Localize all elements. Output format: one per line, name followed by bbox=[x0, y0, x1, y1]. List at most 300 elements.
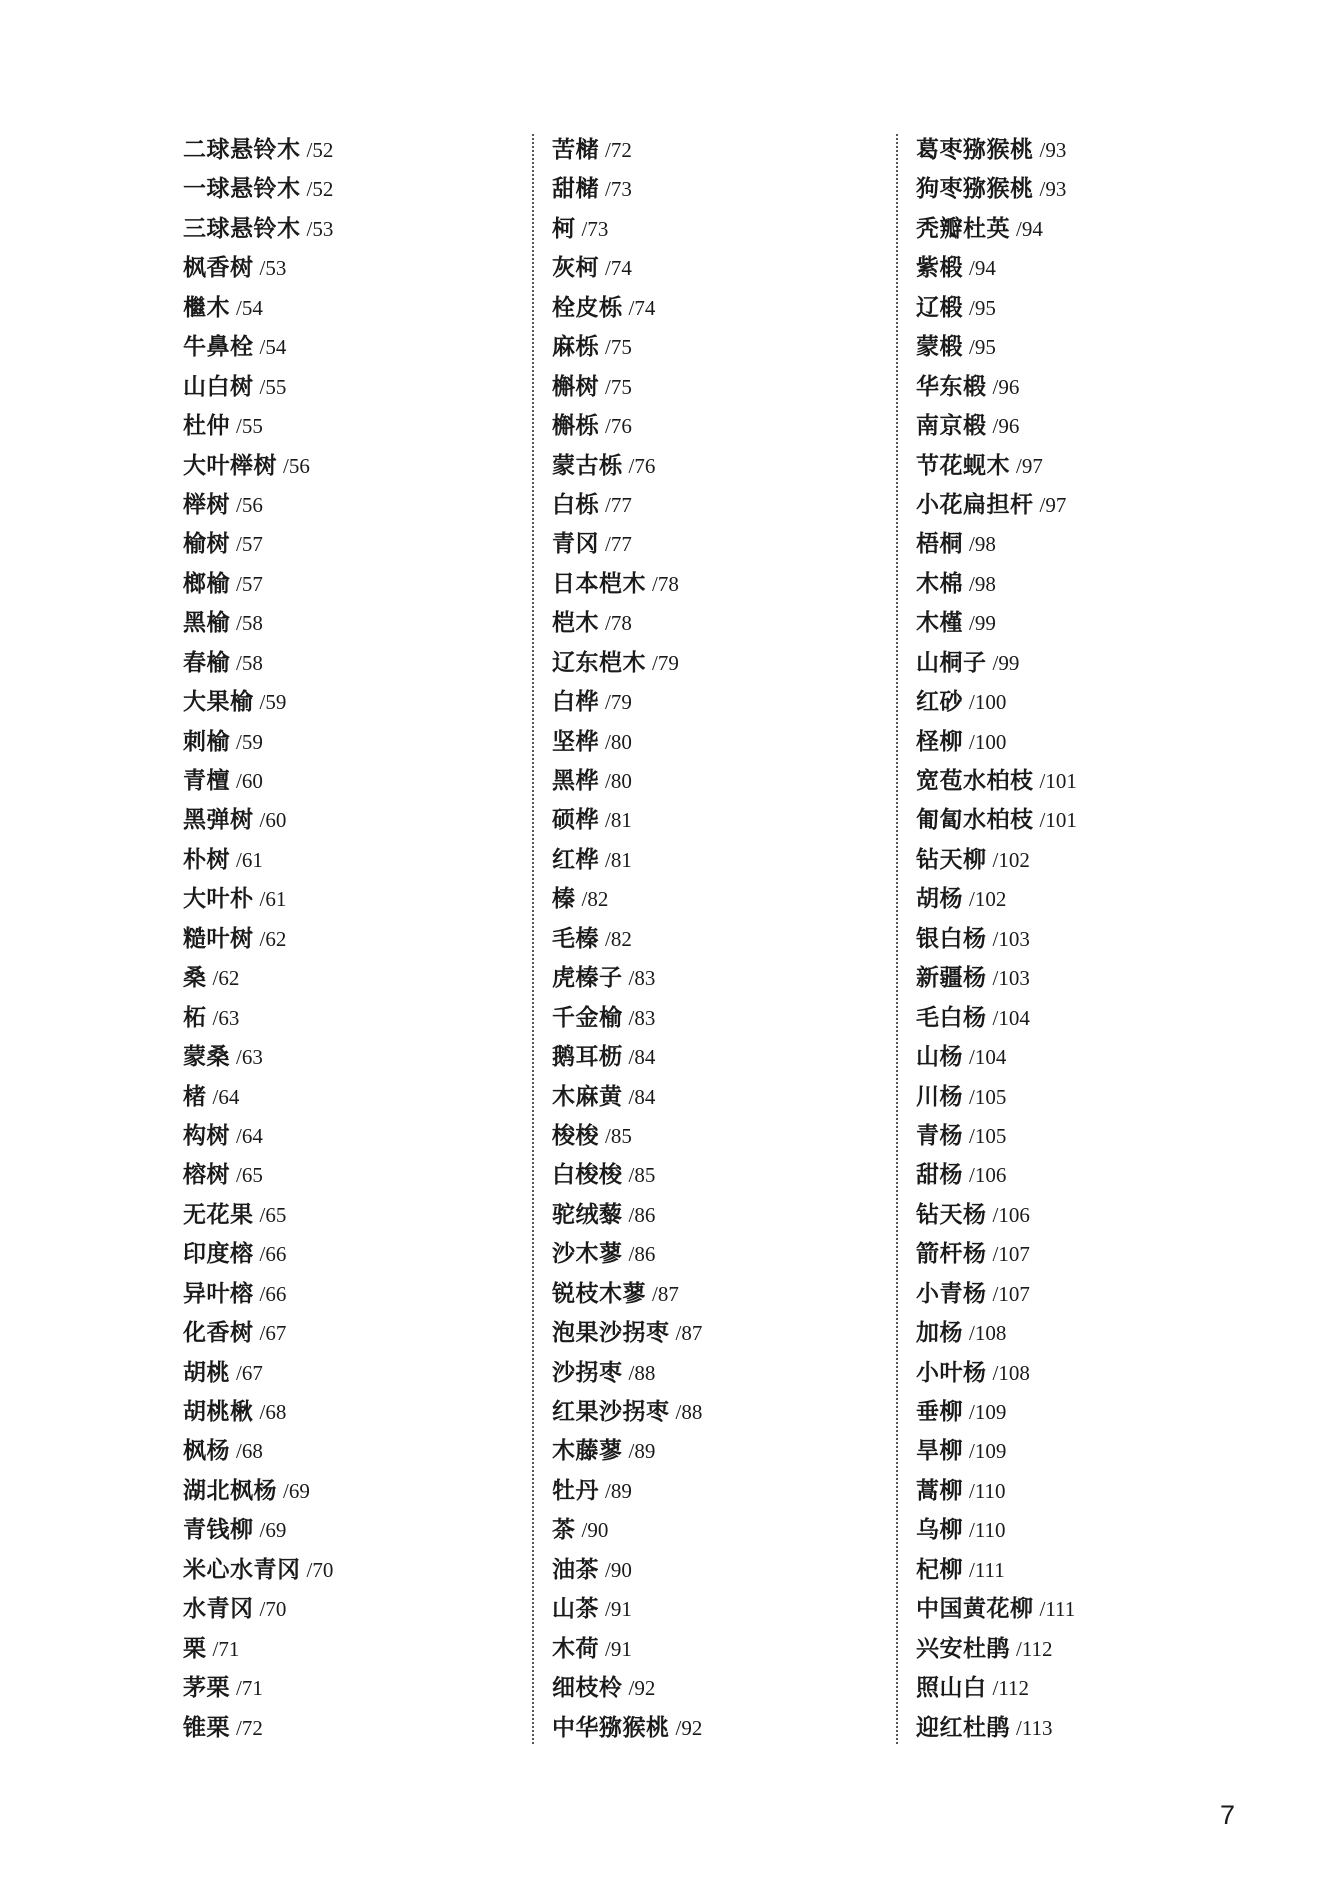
index-entry bbox=[183, 1116, 333, 1155]
page-reference: /98 bbox=[969, 532, 996, 557]
page-reference: /59 bbox=[259, 690, 287, 715]
index-entry bbox=[552, 958, 702, 997]
page-reference: /76 bbox=[605, 414, 632, 439]
index-entry bbox=[183, 603, 333, 642]
species-name: 千金榆 bbox=[552, 1003, 623, 1031]
index-entry bbox=[916, 1550, 1077, 1589]
species-name: 梭梭 bbox=[552, 1121, 599, 1149]
page-reference: /111 bbox=[969, 1557, 1005, 1582]
species-name: 钻天杨 bbox=[916, 1200, 987, 1228]
page-reference: /83 bbox=[628, 966, 656, 991]
index-entry bbox=[183, 1274, 333, 1313]
species-name: 湖北枫杨 bbox=[183, 1476, 277, 1504]
page-reference: /106 bbox=[969, 1163, 1007, 1188]
species-name: 红桦 bbox=[552, 845, 599, 873]
species-name: 大果榆 bbox=[183, 688, 254, 716]
species-name: 匍匐水柏枝 bbox=[916, 806, 1034, 834]
page-reference: /88 bbox=[675, 1400, 703, 1424]
index-entry bbox=[916, 722, 1077, 761]
species-name: 楮 bbox=[183, 1082, 207, 1110]
species-name: 柽柳 bbox=[916, 727, 963, 755]
page-reference: /73 bbox=[605, 177, 632, 202]
index-entry bbox=[183, 1589, 333, 1628]
species-name: 茅栗 bbox=[183, 1674, 230, 1702]
page-reference: /104 bbox=[969, 1045, 1007, 1070]
page-reference: /97 bbox=[1016, 453, 1043, 478]
species-name: 榛 bbox=[552, 885, 576, 913]
page-reference: /52 bbox=[306, 177, 334, 202]
species-name: 迎红杜鹃 bbox=[916, 1713, 1010, 1741]
page-reference: /52 bbox=[306, 138, 334, 162]
species-name: 青钱柳 bbox=[183, 1516, 254, 1544]
species-name: 蒙椴 bbox=[916, 333, 963, 361]
index-entry bbox=[183, 1313, 333, 1352]
species-name: 节花蚬木 bbox=[916, 451, 1010, 479]
index-entry bbox=[183, 209, 333, 248]
index-entry bbox=[552, 1353, 702, 1392]
species-name: 桑 bbox=[183, 964, 207, 992]
page-reference: /73 bbox=[581, 216, 609, 241]
page-reference: /81 bbox=[605, 808, 632, 833]
page-reference: /101 bbox=[1039, 808, 1077, 833]
page-reference: /90 bbox=[605, 1557, 632, 1582]
page-reference: /54 bbox=[259, 335, 287, 360]
index-entry bbox=[552, 169, 702, 208]
species-name: 柘 bbox=[183, 1003, 207, 1031]
page-reference: /108 bbox=[969, 1321, 1007, 1346]
page-reference: /64 bbox=[212, 1084, 240, 1109]
page-reference: /89 bbox=[605, 1478, 632, 1503]
species-name: 毛白杨 bbox=[916, 1003, 987, 1031]
page-reference: /110 bbox=[969, 1518, 1006, 1543]
index-entry bbox=[916, 800, 1077, 839]
species-name: 刺榆 bbox=[183, 727, 230, 755]
species-name: 新疆杨 bbox=[916, 964, 987, 992]
page-reference: /67 bbox=[236, 1360, 263, 1385]
page-reference: /107 bbox=[992, 1242, 1030, 1267]
species-name: 檵木 bbox=[183, 293, 230, 321]
index-entry bbox=[916, 327, 1077, 366]
index-entry bbox=[916, 1195, 1077, 1234]
page-reference: /94 bbox=[1016, 216, 1043, 241]
index-entry bbox=[552, 1037, 702, 1076]
species-name: 硕桦 bbox=[552, 806, 599, 834]
index-entry bbox=[183, 643, 333, 682]
species-name: 木麻黄 bbox=[552, 1082, 623, 1110]
page-reference: /56 bbox=[283, 453, 310, 478]
page-reference: /92 bbox=[675, 1715, 703, 1740]
index-entry bbox=[916, 564, 1077, 603]
species-name: 中华猕猴桃 bbox=[552, 1713, 670, 1741]
species-name: 小青杨 bbox=[916, 1279, 987, 1307]
page-reference: /53 bbox=[306, 216, 334, 241]
page-reference: /55 bbox=[236, 414, 263, 439]
species-name: 日本桤木 bbox=[552, 569, 646, 597]
species-name: 白栎 bbox=[552, 490, 599, 518]
index-column-1 bbox=[183, 130, 333, 1747]
index-entry bbox=[552, 1510, 702, 1549]
species-name: 加杨 bbox=[916, 1319, 963, 1347]
page-reference: /85 bbox=[605, 1123, 632, 1148]
species-name: 麻栎 bbox=[552, 333, 599, 361]
page-reference: /72 bbox=[605, 138, 632, 162]
species-name: 蒿柳 bbox=[916, 1476, 963, 1504]
index-entry bbox=[916, 1629, 1077, 1668]
species-name: 青冈 bbox=[552, 530, 599, 558]
species-name: 油茶 bbox=[552, 1555, 599, 1583]
index-entry bbox=[916, 485, 1077, 524]
species-name: 木槿 bbox=[916, 609, 963, 637]
page-reference: /100 bbox=[969, 690, 1007, 715]
species-name: 无花果 bbox=[183, 1200, 254, 1228]
species-name: 兴安杜鹃 bbox=[916, 1634, 1010, 1662]
index-entry bbox=[183, 1431, 333, 1470]
index-entry bbox=[183, 879, 333, 918]
page-reference: /71 bbox=[212, 1636, 240, 1661]
index-entry bbox=[916, 1155, 1077, 1194]
page-reference: /94 bbox=[969, 256, 996, 281]
species-name: 柯 bbox=[552, 214, 576, 242]
species-name: 木荷 bbox=[552, 1634, 599, 1662]
species-name: 辽椴 bbox=[916, 293, 963, 321]
index-entry bbox=[552, 406, 702, 445]
index-entry bbox=[552, 1234, 702, 1273]
species-name: 锐枝木蓼 bbox=[552, 1279, 646, 1307]
index-entry bbox=[916, 1589, 1077, 1628]
index-entry bbox=[552, 1195, 702, 1234]
species-name: 异叶榕 bbox=[183, 1279, 254, 1307]
species-name: 春榆 bbox=[183, 648, 230, 676]
page-reference: /83 bbox=[628, 1005, 656, 1030]
index-entry bbox=[552, 1629, 702, 1668]
page-reference: /101 bbox=[1039, 769, 1077, 793]
page-number: 7 bbox=[1220, 1800, 1236, 1830]
species-name: 中国黄花柳 bbox=[916, 1595, 1034, 1623]
index-entry bbox=[183, 1037, 333, 1076]
species-name: 栗 bbox=[183, 1634, 207, 1662]
species-name: 榔榆 bbox=[183, 569, 230, 597]
index-entry bbox=[552, 367, 702, 406]
page-reference: /58 bbox=[236, 650, 263, 675]
species-name: 白梭梭 bbox=[552, 1161, 623, 1189]
index-entry bbox=[552, 1708, 702, 1747]
index-entry bbox=[916, 524, 1077, 563]
species-name: 细枝柃 bbox=[552, 1674, 623, 1702]
index-entry bbox=[183, 1077, 333, 1116]
species-name: 水青冈 bbox=[183, 1595, 254, 1623]
index-entry bbox=[916, 1234, 1077, 1273]
species-name: 槲栎 bbox=[552, 412, 599, 440]
species-name: 二球悬铃木 bbox=[183, 136, 301, 163]
page-reference: /86 bbox=[628, 1202, 656, 1227]
index-entry bbox=[183, 1234, 333, 1273]
species-name: 紫椴 bbox=[916, 254, 963, 282]
index-entry bbox=[916, 1510, 1077, 1549]
species-name: 南京椴 bbox=[916, 412, 987, 440]
species-name: 茶 bbox=[552, 1516, 576, 1544]
index-entry bbox=[552, 524, 702, 563]
page-reference: /108 bbox=[992, 1360, 1030, 1385]
index-entry bbox=[552, 840, 702, 879]
species-name: 三球悬铃木 bbox=[183, 214, 301, 242]
index-entry bbox=[916, 288, 1077, 327]
species-name: 山茶 bbox=[552, 1595, 599, 1623]
page-reference: /105 bbox=[969, 1123, 1007, 1148]
index-entry bbox=[552, 643, 702, 682]
species-name: 榕树 bbox=[183, 1161, 230, 1189]
page-reference: /63 bbox=[212, 1005, 240, 1030]
column-divider bbox=[532, 134, 534, 1744]
page-reference: /109 bbox=[969, 1439, 1007, 1464]
page-reference: /56 bbox=[236, 492, 263, 517]
page-reference: /69 bbox=[259, 1518, 287, 1543]
index-entry bbox=[183, 919, 333, 958]
species-name: 化香树 bbox=[183, 1319, 254, 1347]
index-entry bbox=[916, 682, 1077, 721]
species-name: 糙叶树 bbox=[183, 924, 254, 952]
species-name: 蒙桑 bbox=[183, 1043, 230, 1071]
index-entry bbox=[183, 485, 333, 524]
page-reference: /64 bbox=[236, 1123, 263, 1148]
species-name: 山白树 bbox=[183, 372, 254, 400]
species-name: 山杨 bbox=[916, 1043, 963, 1071]
page-reference: /67 bbox=[259, 1321, 287, 1346]
index-entry bbox=[183, 169, 333, 208]
index-entry bbox=[183, 1550, 333, 1589]
index-column-3 bbox=[916, 130, 1077, 1747]
species-name: 山桐子 bbox=[916, 648, 987, 676]
species-name: 枫香树 bbox=[183, 254, 254, 282]
index-entry bbox=[552, 1431, 702, 1470]
page-reference: /54 bbox=[236, 295, 263, 320]
species-name: 照山白 bbox=[916, 1674, 987, 1702]
index-entry bbox=[552, 603, 702, 642]
index-entry bbox=[183, 406, 333, 445]
species-name: 白桦 bbox=[552, 688, 599, 716]
species-name: 红砂 bbox=[916, 688, 963, 716]
index-entry bbox=[183, 1510, 333, 1549]
index-entry bbox=[552, 998, 702, 1037]
page-reference: /75 bbox=[605, 374, 632, 399]
species-name: 沙木蓼 bbox=[552, 1240, 623, 1268]
column-divider bbox=[896, 134, 898, 1744]
index-entry bbox=[916, 169, 1077, 208]
species-name: 红果沙拐枣 bbox=[552, 1398, 670, 1425]
page-reference: /92 bbox=[628, 1676, 656, 1701]
index-entry bbox=[916, 919, 1077, 958]
page-reference: /68 bbox=[236, 1439, 263, 1464]
species-name: 灰柯 bbox=[552, 254, 599, 282]
index-entry bbox=[552, 879, 702, 918]
index-entry bbox=[552, 1471, 702, 1510]
page-reference: /72 bbox=[236, 1715, 263, 1740]
index-entry bbox=[183, 1195, 333, 1234]
index-entry bbox=[183, 998, 333, 1037]
page-reference: /75 bbox=[605, 335, 632, 360]
species-name: 朴树 bbox=[183, 845, 230, 873]
index-entry bbox=[183, 524, 333, 563]
page-reference: /87 bbox=[652, 1281, 679, 1306]
index-entry bbox=[183, 958, 333, 997]
index-entry bbox=[916, 761, 1077, 800]
page-reference: /57 bbox=[236, 571, 263, 596]
page-reference: /68 bbox=[259, 1400, 287, 1424]
page-reference: /84 bbox=[628, 1045, 656, 1070]
page-reference: /99 bbox=[992, 650, 1020, 675]
species-name: 小花扁担杆 bbox=[916, 490, 1034, 518]
species-name: 杞柳 bbox=[916, 1555, 963, 1583]
index-entry bbox=[916, 1668, 1077, 1707]
index-entry bbox=[916, 998, 1077, 1037]
index-entry bbox=[916, 1077, 1077, 1116]
page-reference: /103 bbox=[992, 926, 1030, 951]
species-name: 印度榕 bbox=[183, 1240, 254, 1268]
index-entry bbox=[183, 722, 333, 761]
index-entry bbox=[183, 1392, 333, 1431]
page-reference: /109 bbox=[969, 1400, 1007, 1424]
page-reference: /77 bbox=[605, 492, 632, 517]
index-entry bbox=[552, 1313, 702, 1352]
species-name: 垂柳 bbox=[916, 1398, 963, 1425]
index-entry bbox=[183, 1629, 333, 1668]
index-entry bbox=[916, 367, 1077, 406]
index-entry bbox=[183, 1668, 333, 1707]
page-reference: /97 bbox=[1039, 492, 1067, 517]
page-reference: /59 bbox=[236, 729, 263, 754]
species-name: 槲树 bbox=[552, 372, 599, 400]
index-entry bbox=[916, 209, 1077, 248]
index-entry bbox=[916, 1392, 1077, 1431]
index-entry bbox=[183, 446, 333, 485]
page-reference: /81 bbox=[605, 847, 632, 872]
page-reference: /106 bbox=[992, 1202, 1030, 1227]
page-reference: /62 bbox=[259, 926, 287, 951]
index-entry bbox=[916, 643, 1077, 682]
page-reference: /80 bbox=[605, 729, 632, 754]
index-entry bbox=[552, 1155, 702, 1194]
index-entry bbox=[183, 761, 333, 800]
species-name: 辽东桤木 bbox=[552, 648, 646, 676]
page-reference: /74 bbox=[605, 256, 632, 281]
species-name: 木棉 bbox=[916, 569, 963, 597]
species-name: 鹅耳枥 bbox=[552, 1043, 623, 1071]
index-entry bbox=[183, 1155, 333, 1194]
index-entry bbox=[552, 1589, 702, 1628]
page-reference: /91 bbox=[605, 1597, 632, 1622]
index-entry bbox=[552, 800, 702, 839]
page-reference: /111 bbox=[1039, 1597, 1076, 1622]
species-name: 甜槠 bbox=[552, 175, 599, 203]
index-entry bbox=[183, 1708, 333, 1747]
index-entry bbox=[916, 1313, 1077, 1352]
page-reference: /61 bbox=[236, 847, 263, 872]
index-entry bbox=[916, 1037, 1077, 1076]
page-reference: /88 bbox=[628, 1360, 656, 1385]
species-name: 箭杆杨 bbox=[916, 1240, 987, 1268]
page-reference: /74 bbox=[628, 295, 656, 320]
index-entry bbox=[916, 1353, 1077, 1392]
index-entry bbox=[183, 840, 333, 879]
page-reference: /65 bbox=[259, 1202, 287, 1227]
page-reference: /112 bbox=[1016, 1636, 1053, 1661]
species-name: 大叶朴 bbox=[183, 885, 254, 913]
index-entry bbox=[183, 682, 333, 721]
index-entry bbox=[916, 446, 1077, 485]
index-entry bbox=[552, 248, 702, 287]
index-entry bbox=[916, 1116, 1077, 1155]
page-reference: /86 bbox=[628, 1242, 656, 1267]
page-reference: /60 bbox=[259, 808, 287, 833]
page-reference: /96 bbox=[992, 374, 1020, 399]
page-reference: /71 bbox=[236, 1676, 263, 1701]
species-name: 梧桐 bbox=[916, 530, 963, 558]
page-reference: /85 bbox=[628, 1163, 656, 1188]
species-name: 狗枣猕猴桃 bbox=[916, 175, 1034, 203]
index-entry bbox=[916, 1708, 1077, 1747]
page-reference: /98 bbox=[969, 571, 996, 596]
index-entry bbox=[916, 603, 1077, 642]
index-entry bbox=[552, 130, 702, 169]
page-reference: /66 bbox=[259, 1281, 287, 1306]
page-reference: /102 bbox=[969, 887, 1007, 912]
page-reference: /102 bbox=[992, 847, 1030, 872]
species-name: 泡果沙拐枣 bbox=[552, 1319, 670, 1347]
species-name: 乌柳 bbox=[916, 1516, 963, 1544]
index-entry bbox=[916, 1274, 1077, 1313]
species-name: 旱柳 bbox=[916, 1437, 963, 1465]
page-reference: /95 bbox=[969, 335, 996, 360]
page-reference: /82 bbox=[581, 887, 609, 912]
page-reference: /70 bbox=[306, 1557, 334, 1582]
page-reference: /112 bbox=[992, 1676, 1030, 1701]
page-reference: /80 bbox=[605, 769, 632, 793]
page-reference: /113 bbox=[1016, 1715, 1053, 1740]
page-reference: /93 bbox=[1039, 177, 1067, 202]
index-entry bbox=[916, 840, 1077, 879]
species-name: 甜杨 bbox=[916, 1161, 963, 1189]
species-name: 黑榆 bbox=[183, 609, 230, 637]
page-reference: /60 bbox=[236, 769, 263, 793]
index-entry bbox=[916, 248, 1077, 287]
page-reference: /76 bbox=[628, 453, 656, 478]
index-entry bbox=[916, 958, 1077, 997]
page-reference: /57 bbox=[236, 532, 263, 557]
species-name: 胡桃楸 bbox=[183, 1398, 254, 1425]
species-name: 葛枣猕猴桃 bbox=[916, 136, 1034, 163]
page-reference: /103 bbox=[992, 966, 1030, 991]
index-entry bbox=[183, 564, 333, 603]
species-name: 胡杨 bbox=[916, 885, 963, 913]
species-name: 桤木 bbox=[552, 609, 599, 637]
page-reference: /61 bbox=[259, 887, 287, 912]
page-reference: /99 bbox=[969, 611, 996, 636]
index-entry bbox=[183, 1471, 333, 1510]
page-reference: /110 bbox=[969, 1478, 1006, 1503]
index-entry bbox=[183, 800, 333, 839]
index-entry bbox=[552, 682, 702, 721]
species-name: 枫杨 bbox=[183, 1437, 230, 1465]
index-entry bbox=[183, 327, 333, 366]
species-name: 一球悬铃木 bbox=[183, 175, 301, 203]
species-name: 钻天柳 bbox=[916, 845, 987, 873]
index-entry bbox=[552, 1668, 702, 1707]
page-reference: /79 bbox=[605, 690, 632, 715]
page-reference: /78 bbox=[652, 571, 679, 596]
page-reference: /104 bbox=[992, 1005, 1030, 1030]
species-name: 沙拐枣 bbox=[552, 1358, 623, 1386]
species-name: 毛榛 bbox=[552, 924, 599, 952]
index-entry bbox=[183, 288, 333, 327]
